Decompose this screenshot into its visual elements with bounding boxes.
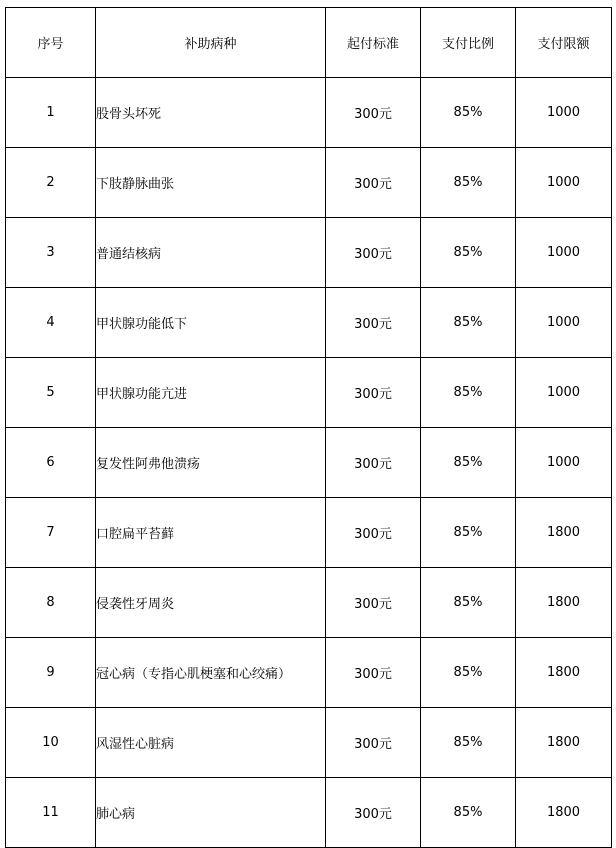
cell-disease: 冠心病（专指心肌梗塞和心绞痛） bbox=[96, 638, 326, 708]
cell-disease: 风湿性心脏病 bbox=[96, 708, 326, 778]
table-row bbox=[6, 498, 612, 568]
table-row bbox=[6, 428, 612, 498]
cell-limit: 1800 bbox=[516, 638, 612, 708]
cell-no: 1 bbox=[6, 78, 96, 148]
table-row bbox=[6, 78, 612, 148]
cell-ratio: 85% bbox=[421, 708, 516, 778]
cell-ratio: 85% bbox=[421, 288, 516, 358]
cell-threshold: 300元 bbox=[326, 218, 421, 288]
cell-limit: 1800 bbox=[516, 568, 612, 638]
cell-disease: 甲状腺功能亢进 bbox=[96, 358, 326, 428]
cell-no: 6 bbox=[6, 428, 96, 498]
cell-no: 2 bbox=[6, 148, 96, 218]
table-row bbox=[6, 778, 612, 848]
cell-ratio: 85% bbox=[421, 358, 516, 428]
cell-no: 3 bbox=[6, 218, 96, 288]
cell-no: 9 bbox=[6, 638, 96, 708]
table-row bbox=[6, 568, 612, 638]
cell-limit: 1800 bbox=[516, 708, 612, 778]
cell-disease: 股骨头坏死 bbox=[96, 78, 326, 148]
header-ratio: 支付比例 bbox=[421, 8, 516, 78]
cell-disease: 普通结核病 bbox=[96, 218, 326, 288]
cell-ratio: 85% bbox=[421, 638, 516, 708]
cell-no: 10 bbox=[6, 708, 96, 778]
cell-disease: 肺心病 bbox=[96, 778, 326, 848]
cell-ratio: 85% bbox=[421, 778, 516, 848]
cell-no: 7 bbox=[6, 498, 96, 568]
cell-disease: 下肢静脉曲张 bbox=[96, 148, 326, 218]
cell-threshold: 300元 bbox=[326, 358, 421, 428]
header-threshold: 起付标准 bbox=[326, 8, 421, 78]
cell-limit: 1000 bbox=[516, 148, 612, 218]
header-no: 序号 bbox=[6, 8, 96, 78]
cell-ratio: 85% bbox=[421, 498, 516, 568]
cell-no: 8 bbox=[6, 568, 96, 638]
cell-limit: 1000 bbox=[516, 78, 612, 148]
cell-threshold: 300元 bbox=[326, 78, 421, 148]
cell-threshold: 300元 bbox=[326, 498, 421, 568]
table-row bbox=[6, 288, 612, 358]
table-row bbox=[6, 708, 612, 778]
cell-threshold: 300元 bbox=[326, 568, 421, 638]
cell-limit: 1000 bbox=[516, 288, 612, 358]
cell-no: 11 bbox=[6, 778, 96, 848]
header-disease: 补助病种 bbox=[96, 8, 326, 78]
cell-disease: 甲状腺功能低下 bbox=[96, 288, 326, 358]
cell-ratio: 85% bbox=[421, 428, 516, 498]
table-row bbox=[6, 148, 612, 218]
cell-threshold: 300元 bbox=[326, 428, 421, 498]
cell-ratio: 85% bbox=[421, 218, 516, 288]
cell-disease: 侵袭性牙周炎 bbox=[96, 568, 326, 638]
subsidy-disease-table bbox=[5, 7, 612, 848]
cell-threshold: 300元 bbox=[326, 148, 421, 218]
cell-limit: 1000 bbox=[516, 218, 612, 288]
cell-limit: 1800 bbox=[516, 498, 612, 568]
cell-threshold: 300元 bbox=[326, 288, 421, 358]
cell-ratio: 85% bbox=[421, 148, 516, 218]
table-header-row bbox=[6, 8, 612, 78]
cell-limit: 1000 bbox=[516, 428, 612, 498]
cell-disease: 复发性阿弗他溃疡 bbox=[96, 428, 326, 498]
cell-threshold: 300元 bbox=[326, 708, 421, 778]
table-row bbox=[6, 358, 612, 428]
cell-ratio: 85% bbox=[421, 568, 516, 638]
table-row bbox=[6, 218, 612, 288]
cell-disease: 口腔扁平苔藓 bbox=[96, 498, 326, 568]
cell-limit: 1800 bbox=[516, 778, 612, 848]
cell-limit: 1000 bbox=[516, 358, 612, 428]
table-row bbox=[6, 638, 612, 708]
header-limit: 支付限额 bbox=[516, 8, 612, 78]
cell-no: 5 bbox=[6, 358, 96, 428]
cell-threshold: 300元 bbox=[326, 778, 421, 848]
cell-no: 4 bbox=[6, 288, 96, 358]
cell-threshold: 300元 bbox=[326, 638, 421, 708]
cell-ratio: 85% bbox=[421, 78, 516, 148]
